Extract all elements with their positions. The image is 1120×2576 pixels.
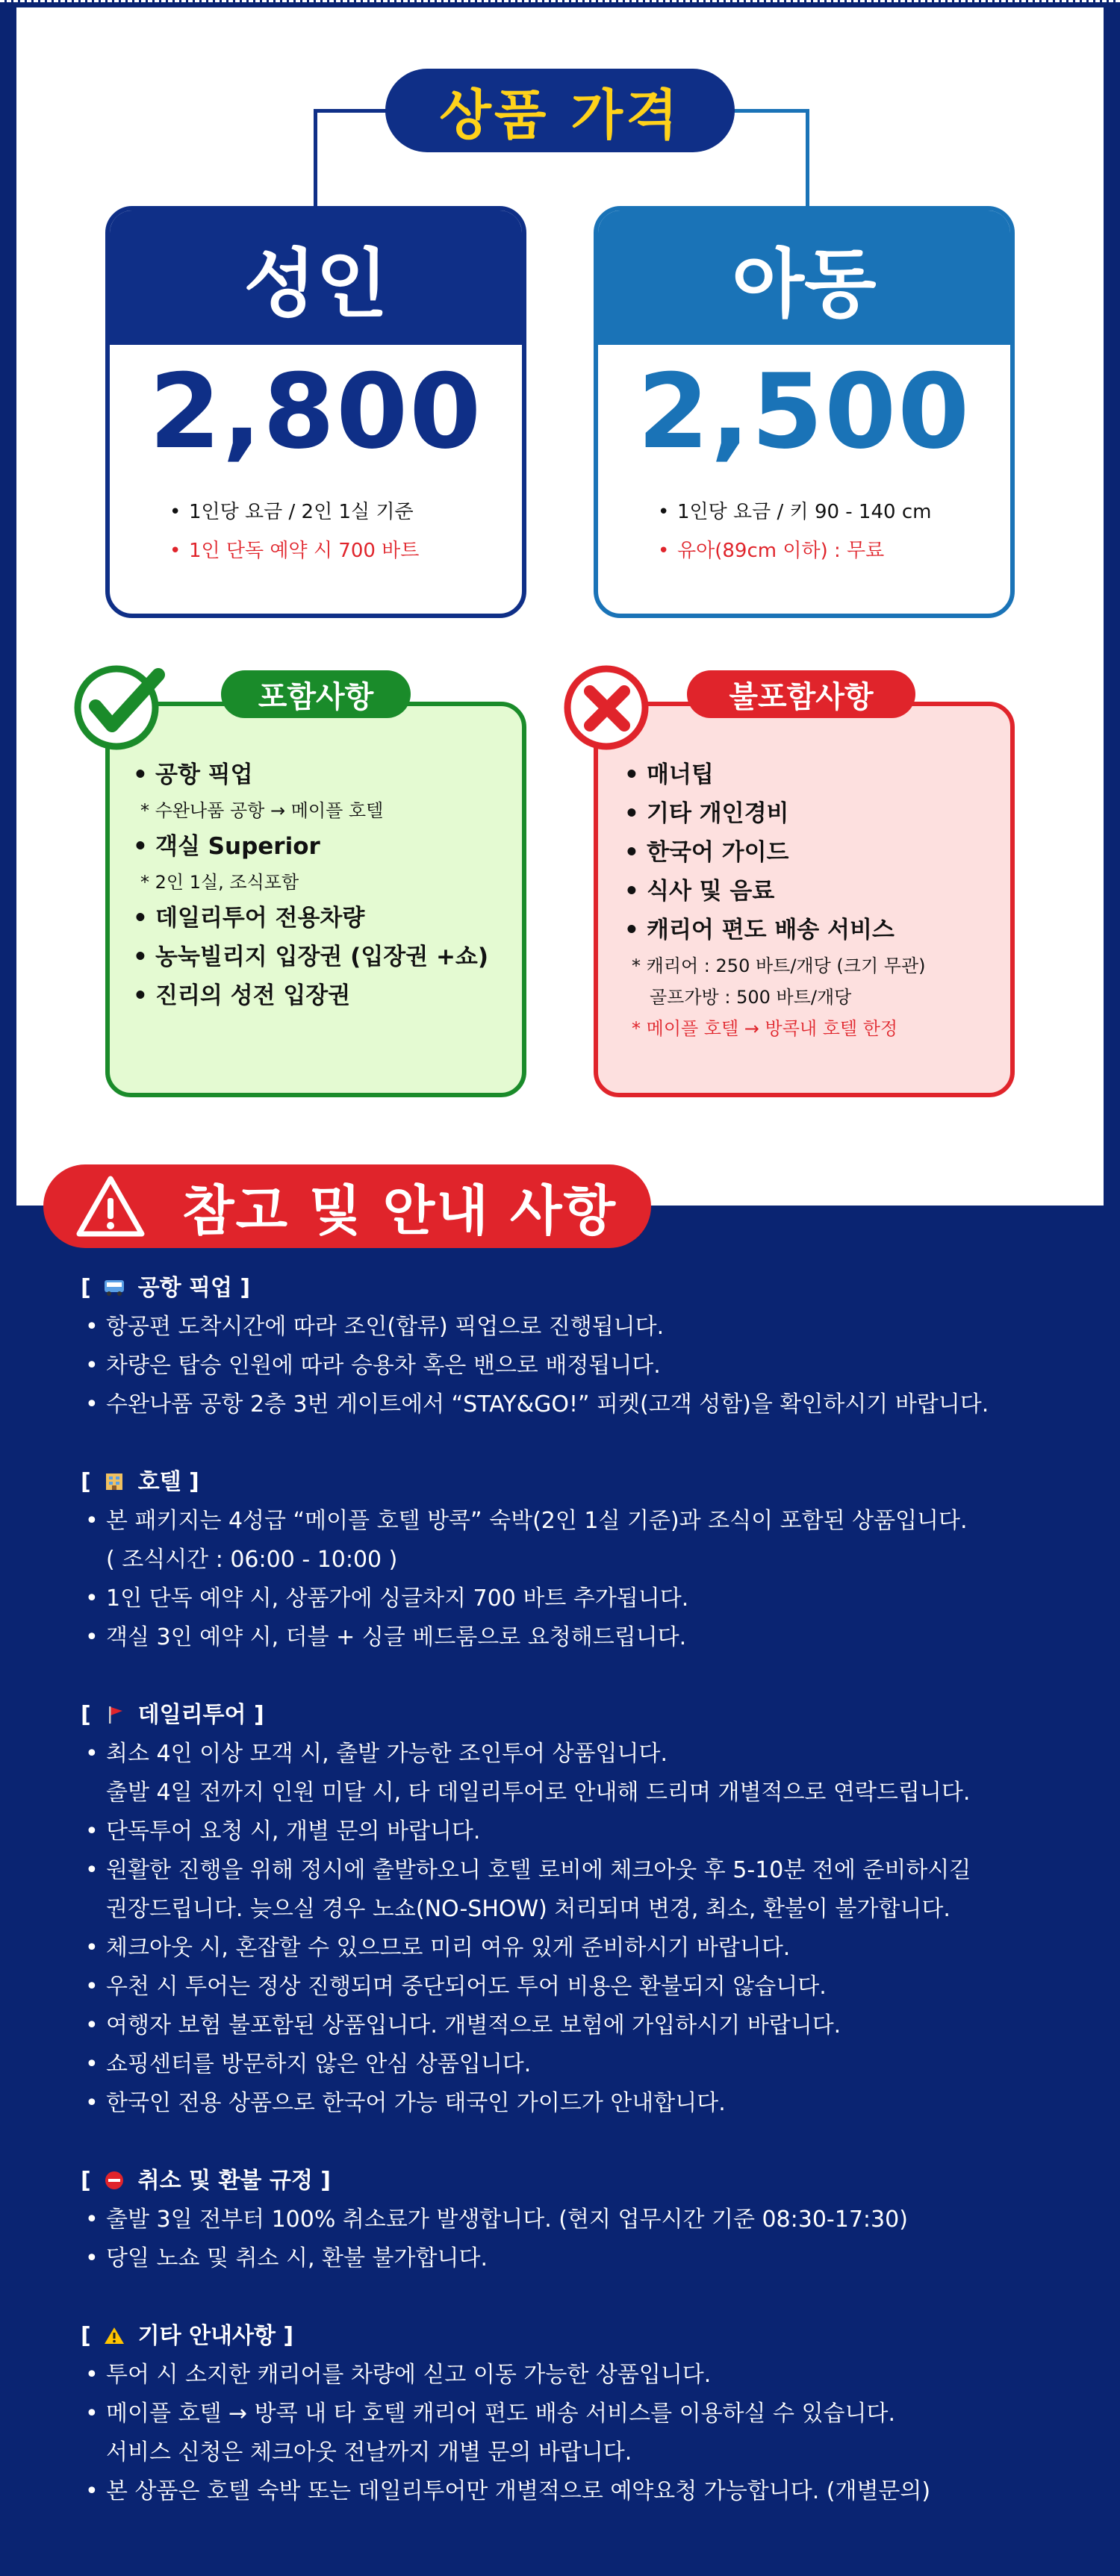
notice-line: • 본 상품은 호텔 숙박 또는 데일리투어만 개별적으로 예약요청 가능합니다. (개별문의) xyxy=(81,2472,1081,2511)
bracket: [ xyxy=(81,2168,91,2194)
bracket: [ xyxy=(81,2323,91,2349)
notice-line: • 본 패키지는 4성급 “메이플 호텔 방콕” 숙박(2인 1실 기준)과 조식이 포함된 상품입니다. xyxy=(81,1502,1081,1541)
notice-line: 권장드립니다. 늦으실 경우 노쇼(NO-SHOW) 처리되며 변경, 최소, 환불이 불가합니다. xyxy=(106,1896,951,1922)
bracket: [ xyxy=(81,1469,91,1495)
bracket: [ xyxy=(81,1702,91,1728)
notice-line: • 원활한 진행을 위해 정시에 출발하오니 호텔 로비에 체크아웃 후 5-10분 전에 준비하시길 xyxy=(81,1851,1081,1890)
hotel-icon xyxy=(103,1472,125,1491)
adult-red-note: • 1인 단독 예약 시 700 바트 xyxy=(169,531,522,570)
included-label: 포함사항 xyxy=(221,670,411,718)
notice-line: • 수완나품 공항 2층 3번 게이트에서 “STAY&GO!” 피켓(고객 성함)을 확인하시기 바랍니다. xyxy=(81,1385,1081,1424)
notice-line: • 1인 단독 예약 시, 상품가에 싱글차지 700 바트 추가됩니다. xyxy=(81,1579,1081,1618)
notice-line: • 쇼핑센터를 방문하지 않은 안심 상품입니다. xyxy=(81,2045,1081,2084)
adult-price: 2,800 xyxy=(149,352,483,472)
included-item: • 농눅빌리지 입장권 (입장권 +쇼) xyxy=(133,938,488,976)
notice-badge xyxy=(43,1164,651,1248)
x-mark-icon xyxy=(561,660,657,755)
cancel-list xyxy=(81,2201,1081,2278)
bracket: [ xyxy=(81,1275,91,1301)
included-item: • 진리의 성전 입장권 xyxy=(133,976,488,1015)
section-title-text: 기타 안내사항 ] xyxy=(137,2323,294,2349)
section-title-airport xyxy=(81,1269,1081,1308)
hotel-list xyxy=(81,1502,1081,1657)
included-list xyxy=(133,755,488,1015)
excluded-item: • 한국어 가이드 xyxy=(624,833,926,872)
child-note: • 1인당 요금 / 키 90 - 140 cm xyxy=(658,493,1010,531)
excluded-item: • 식사 및 음료 xyxy=(624,872,926,911)
bus-icon xyxy=(103,1278,125,1297)
child-price-card xyxy=(594,206,1015,618)
excluded-red-note: * 메이플 호텔 → 방콕내 호텔 한정 xyxy=(632,1018,898,1039)
notice-line: • 메이플 호텔 → 방콕 내 타 호텔 캐리어 편도 배송 서비스를 이용하실 수 있습니다. xyxy=(81,2395,1081,2433)
section-title-text: 데일리투어 ] xyxy=(137,1702,264,1728)
child-price: 2,500 xyxy=(637,352,971,472)
included-item: • 데일리투어 전용차량 xyxy=(133,899,488,938)
connector-left xyxy=(314,109,388,113)
notice-body xyxy=(81,1269,1081,2550)
child-notes xyxy=(658,493,1010,570)
adult-price-card xyxy=(105,206,526,618)
notice-title: 참고 및 안내 사항 xyxy=(182,1179,617,1242)
section-title-hotel xyxy=(81,1463,1081,1502)
notice-line: • 우천 시 투어는 정상 진행되며 중단되어도 투어 비용은 환불되지 않습니다. xyxy=(81,1968,1081,2006)
section-title-tour xyxy=(81,1696,1081,1735)
adult-label: 성인 xyxy=(110,210,522,345)
notice-line: • 차량은 탑승 인원에 따라 승용차 혹은 밴으로 배정됩니다. xyxy=(81,1347,1081,1385)
excluded-subnote: * 캐리어 : 250 바트/개당 (크기 무관) xyxy=(632,955,926,976)
adult-note: • 1인당 요금 / 2인 1실 기준 xyxy=(169,493,522,531)
section-title-text: 취소 및 환불 규정 ] xyxy=(137,2168,331,2194)
excluded-label: 불포함사항 xyxy=(687,670,915,718)
child-red-note: • 유아(89cm 이하) : 무료 xyxy=(658,531,1010,570)
notice-line: • 객실 3인 예약 시, 더블 + 싱글 베드룸으로 요청해드립니다. xyxy=(81,1618,1081,1657)
notice-line: • 체크아웃 시, 혼잡할 수 있으므로 미리 여유 있게 준비하시기 바랍니다. xyxy=(81,1929,1081,1968)
etc-list xyxy=(81,2356,1081,2511)
excluded-list xyxy=(624,755,926,1045)
connector-right xyxy=(732,109,809,113)
excluded-item: • 캐리어 편도 배송 서비스 xyxy=(624,911,926,949)
price-title-badge: 상품 가격 xyxy=(385,69,735,152)
notice-line: 서비스 신청은 체크아웃 전날까지 개별 문의 바랍니다. xyxy=(106,2439,632,2466)
child-label: 아동 xyxy=(598,210,1010,345)
tour-list xyxy=(81,1735,1081,2123)
notice-line: • 단독투어 요청 시, 개별 문의 바랍니다. xyxy=(81,1812,1081,1851)
included-subnote: * 2인 1실, 조식포함 xyxy=(140,872,299,893)
notice-line: ( 조식시간 : 06:00 - 10:00 ) xyxy=(106,1547,398,1573)
section-title-text: 공항 픽업 ] xyxy=(137,1275,251,1301)
dashed-border xyxy=(0,0,1120,7)
notice-line: • 최소 4인 이상 모객 시, 출발 가능한 조인투어 상품입니다. xyxy=(81,1735,1081,1774)
connector-right-vertical xyxy=(806,109,809,206)
warning-icon xyxy=(103,2326,125,2345)
notice-line: • 출발 3일 전부터 100% 취소료가 발생합니다. (현지 업무시간 기준 08:30-17:30) xyxy=(81,2201,1081,2239)
excluded-item: • 기타 개인경비 xyxy=(624,794,926,833)
adult-notes xyxy=(169,493,522,570)
excluded-subnote: 골프가방 : 500 바트/개당 xyxy=(650,987,852,1008)
notice-line: • 투어 시 소지한 캐리어를 차량에 싣고 이동 가능한 상품입니다. xyxy=(81,2356,1081,2395)
warning-triangle-icon xyxy=(75,1174,146,1238)
included-item: • 공항 픽업 xyxy=(133,755,488,794)
notice-line: 출발 4일 전까지 인원 미달 시, 타 데일리투어로 안내해 드리며 개별적으로 연락드립니다. xyxy=(106,1780,971,1806)
included-subnote: * 수완나품 공항 → 메이플 호텔 xyxy=(140,800,384,821)
no-entry-icon xyxy=(103,2171,125,2190)
notice-line: • 한국인 전용 상품으로 한국어 가능 태국인 가이드가 안내합니다. xyxy=(81,2084,1081,2123)
notice-line: • 당일 노쇼 및 취소 시, 환불 불가합니다. xyxy=(81,2239,1081,2278)
section-title-text: 호텔 ] xyxy=(137,1469,199,1495)
included-item: • 객실 Superior xyxy=(133,827,488,866)
connector-left-vertical xyxy=(314,109,317,206)
notice-line: • 항공편 도착시간에 따라 조인(합류) 픽업으로 진행됩니다. xyxy=(81,1308,1081,1347)
flag-icon xyxy=(103,1705,125,1724)
check-icon xyxy=(72,660,167,755)
notice-line: • 여행자 보험 불포함된 상품입니다. 개별적으로 보험에 가입하시기 바랍니다. xyxy=(81,2006,1081,2045)
section-title-etc xyxy=(81,2317,1081,2356)
excluded-item: • 매너팁 xyxy=(624,755,926,794)
section-title-cancel xyxy=(81,2162,1081,2201)
airport-list xyxy=(81,1308,1081,1424)
